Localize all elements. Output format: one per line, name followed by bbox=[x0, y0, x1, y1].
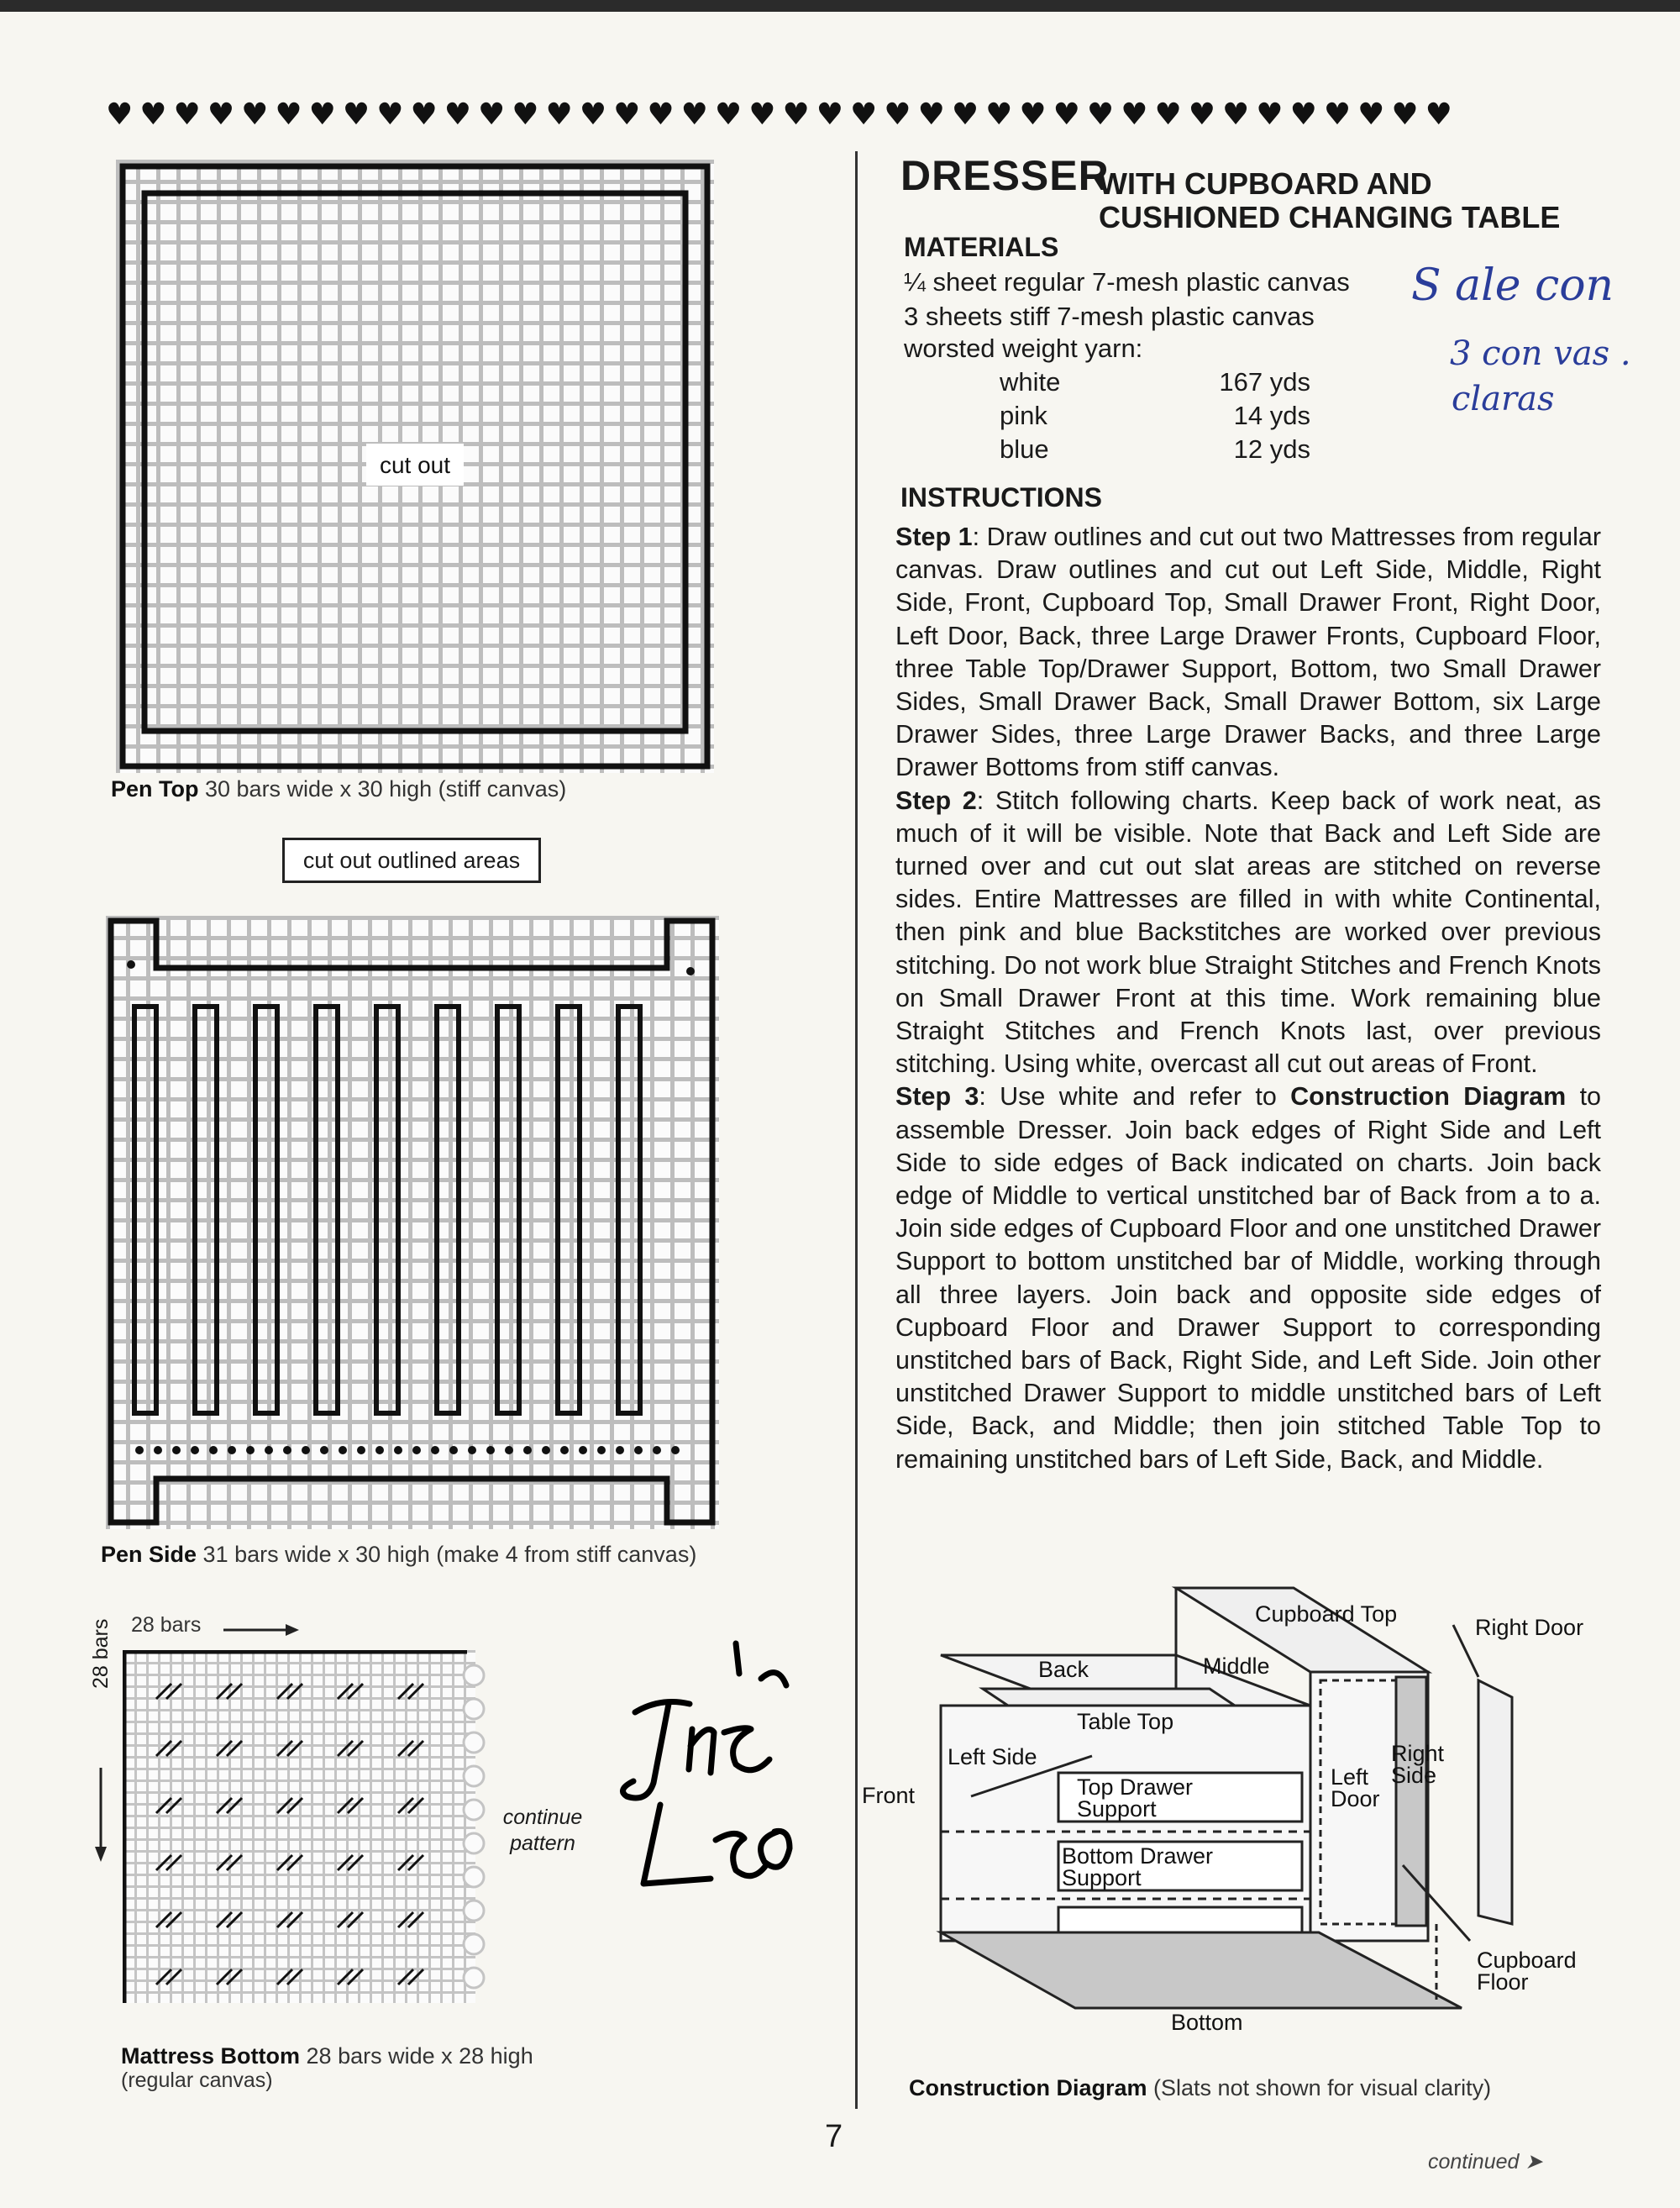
handwritten-note-line2: 3 con vas . bbox=[1450, 334, 1631, 373]
instructions-body bbox=[895, 521, 1601, 1476]
arrow-right-icon bbox=[220, 1622, 301, 1638]
label-top-drawer-support: Top Drawer Support bbox=[1077, 1774, 1194, 1822]
instructions-heading: INSTRUCTIONS bbox=[900, 482, 1102, 513]
yarn-amount: 12 yds bbox=[1233, 434, 1310, 464]
page-title: DRESSER bbox=[900, 152, 1110, 199]
cutout-label: cut out bbox=[379, 452, 451, 478]
cutout-note-box bbox=[282, 838, 541, 883]
handwritten-note-line1: S ale con bbox=[1411, 260, 1614, 311]
yarn-amount: 14 yds bbox=[1233, 401, 1310, 430]
signature bbox=[610, 1638, 795, 1899]
material-line: worsted weight yarn: bbox=[904, 334, 1143, 363]
title-subline-2: CUSHIONED CHANGING TABLE bbox=[1099, 200, 1561, 234]
label-left-door: Left Door bbox=[1331, 1764, 1380, 1811]
handwritten-note-line3: claras bbox=[1452, 380, 1555, 418]
label-bottom: Bottom bbox=[1171, 2010, 1243, 2035]
label-bottom-drawer-support: Bottom Drawer Support bbox=[1062, 1843, 1214, 1890]
mattress-caption-line2: (regular canvas) bbox=[121, 2069, 273, 2092]
label-cupboard-top: Cupboard Top bbox=[1255, 1601, 1398, 1627]
heart-border: ♥♥♥♥♥♥♥♥♥♥♥♥♥♥♥♥♥♥♥♥♥♥♥♥♥♥♥♥♥♥♥♥♥♥♥♥♥♥♥♥ bbox=[106, 97, 1459, 132]
material-line: 3 sheets stiff 7-mesh plastic canvas bbox=[904, 302, 1315, 331]
yarn-color: white bbox=[1000, 367, 1061, 397]
material-line: ¼ sheet regular 7-mesh plastic canvas bbox=[904, 267, 1350, 297]
label-back: Back bbox=[1038, 1657, 1089, 1682]
label-front: Front bbox=[862, 1783, 916, 1808]
pen-top-chart bbox=[116, 160, 714, 773]
materials-heading: MATERIALS bbox=[904, 232, 1059, 262]
pen-top-caption: Pen Top 30 bars wide x 30 high (stiff canvas) bbox=[111, 776, 567, 802]
arrow-down-icon bbox=[92, 1764, 109, 1865]
construction-diagram bbox=[932, 1580, 1537, 2050]
title-subline-1: WITH CUPBOARD AND bbox=[1099, 166, 1432, 201]
label-left-side: Left Side bbox=[948, 1744, 1037, 1769]
step-3: Step 3: Use white and refer to Construction Diagram to assemble Dresser. Join back edges of Right Side and Left Side to side edges of Back indicated on charts. Join back edge of Middle to vertical unstitched bar of Back from a to a. Join side edges of Cupboard Floor and one unstitched Drawer Support to bottom unstitched bar of Middle, working through all three layers. Join back and opposite side edges of Cupboard Floor and Drawer Support to corresponding unstitched bars of Back, Right Side, and Left Side. Join other unstitched Drawer Support to middle unstitched bars of Left Side, Back, and Middle; then join stitched Table Top to remaining unstitched bars of Left Side, Back, and Middle. bbox=[895, 1082, 1602, 1474]
cutout-note: cut out outlined areas bbox=[302, 848, 521, 873]
label-right-side: Right Side bbox=[1391, 1741, 1445, 1788]
label-cupboard-floor: Cupboard Floor bbox=[1477, 1948, 1577, 1995]
yarn-color: blue bbox=[1000, 434, 1049, 464]
page-top-edge bbox=[0, 0, 1680, 12]
column-divider bbox=[855, 151, 858, 2109]
mattress-caption: Mattress Bottom 28 bars wide x 28 high bbox=[121, 2043, 533, 2069]
label-middle: Middle bbox=[1203, 1653, 1270, 1679]
yarn-color: pink bbox=[1000, 401, 1047, 430]
yarn-amount: 167 yds bbox=[1219, 367, 1310, 397]
diagram-caption: Construction Diagram (Slats not shown for visual clarity) bbox=[909, 2075, 1492, 2100]
label-table-top: Table Top bbox=[1077, 1709, 1174, 1734]
pen-side-chart bbox=[106, 916, 719, 1529]
continued-label: continued ➤ bbox=[1428, 2150, 1543, 2174]
continue-pattern-label: continue pattern bbox=[502, 1806, 583, 1855]
pen-side-caption: Pen Side 31 bars wide x 30 high (make 4 from stiff canvas) bbox=[101, 1542, 697, 1567]
step-1: Step 1: Draw outlines and cut out two Mattresses from regular canvas. Draw outlines and cut out Left Side, Middle, Right Side, Front, Cupboard Top, Small Drawer Front, Right Door, Left Door, Back, three Large Drawer Fronts, Cupboard Floor, three Table Top/Drawer Support, Bottom, two Small Drawer Sides, Small Drawer Back, Small Drawer Bottom, six Large Drawer Sides, three Large Drawer Backs, and three Large Drawer Bottoms from stiff canvas. bbox=[895, 523, 1601, 782]
mattress-chart bbox=[123, 1650, 489, 2003]
step-2: Step 2: Stitch following charts. Keep back of work neat, as much of it will be visible. Note that Back and Left Side are turned over and cut out slat areas are stitched on reverse sides. Entire Mattresses are filled in with white Continental, then pink and blue Backstitches are worked over previous stitching. Do not work blue Straight Stitches and French Knots on Small Drawer Front at this time. Work remaining blue Straight Stitches and French Knots last, over previous stitching. Using white, overcast all cut out areas of Front. bbox=[895, 786, 1602, 1079]
label-right-door: Right Door bbox=[1475, 1615, 1584, 1640]
mattress-side-label: 28 bars bbox=[89, 1618, 113, 1689]
mattress-top-label: 28 bars bbox=[131, 1613, 202, 1637]
page-number: 7 bbox=[825, 2119, 843, 2154]
